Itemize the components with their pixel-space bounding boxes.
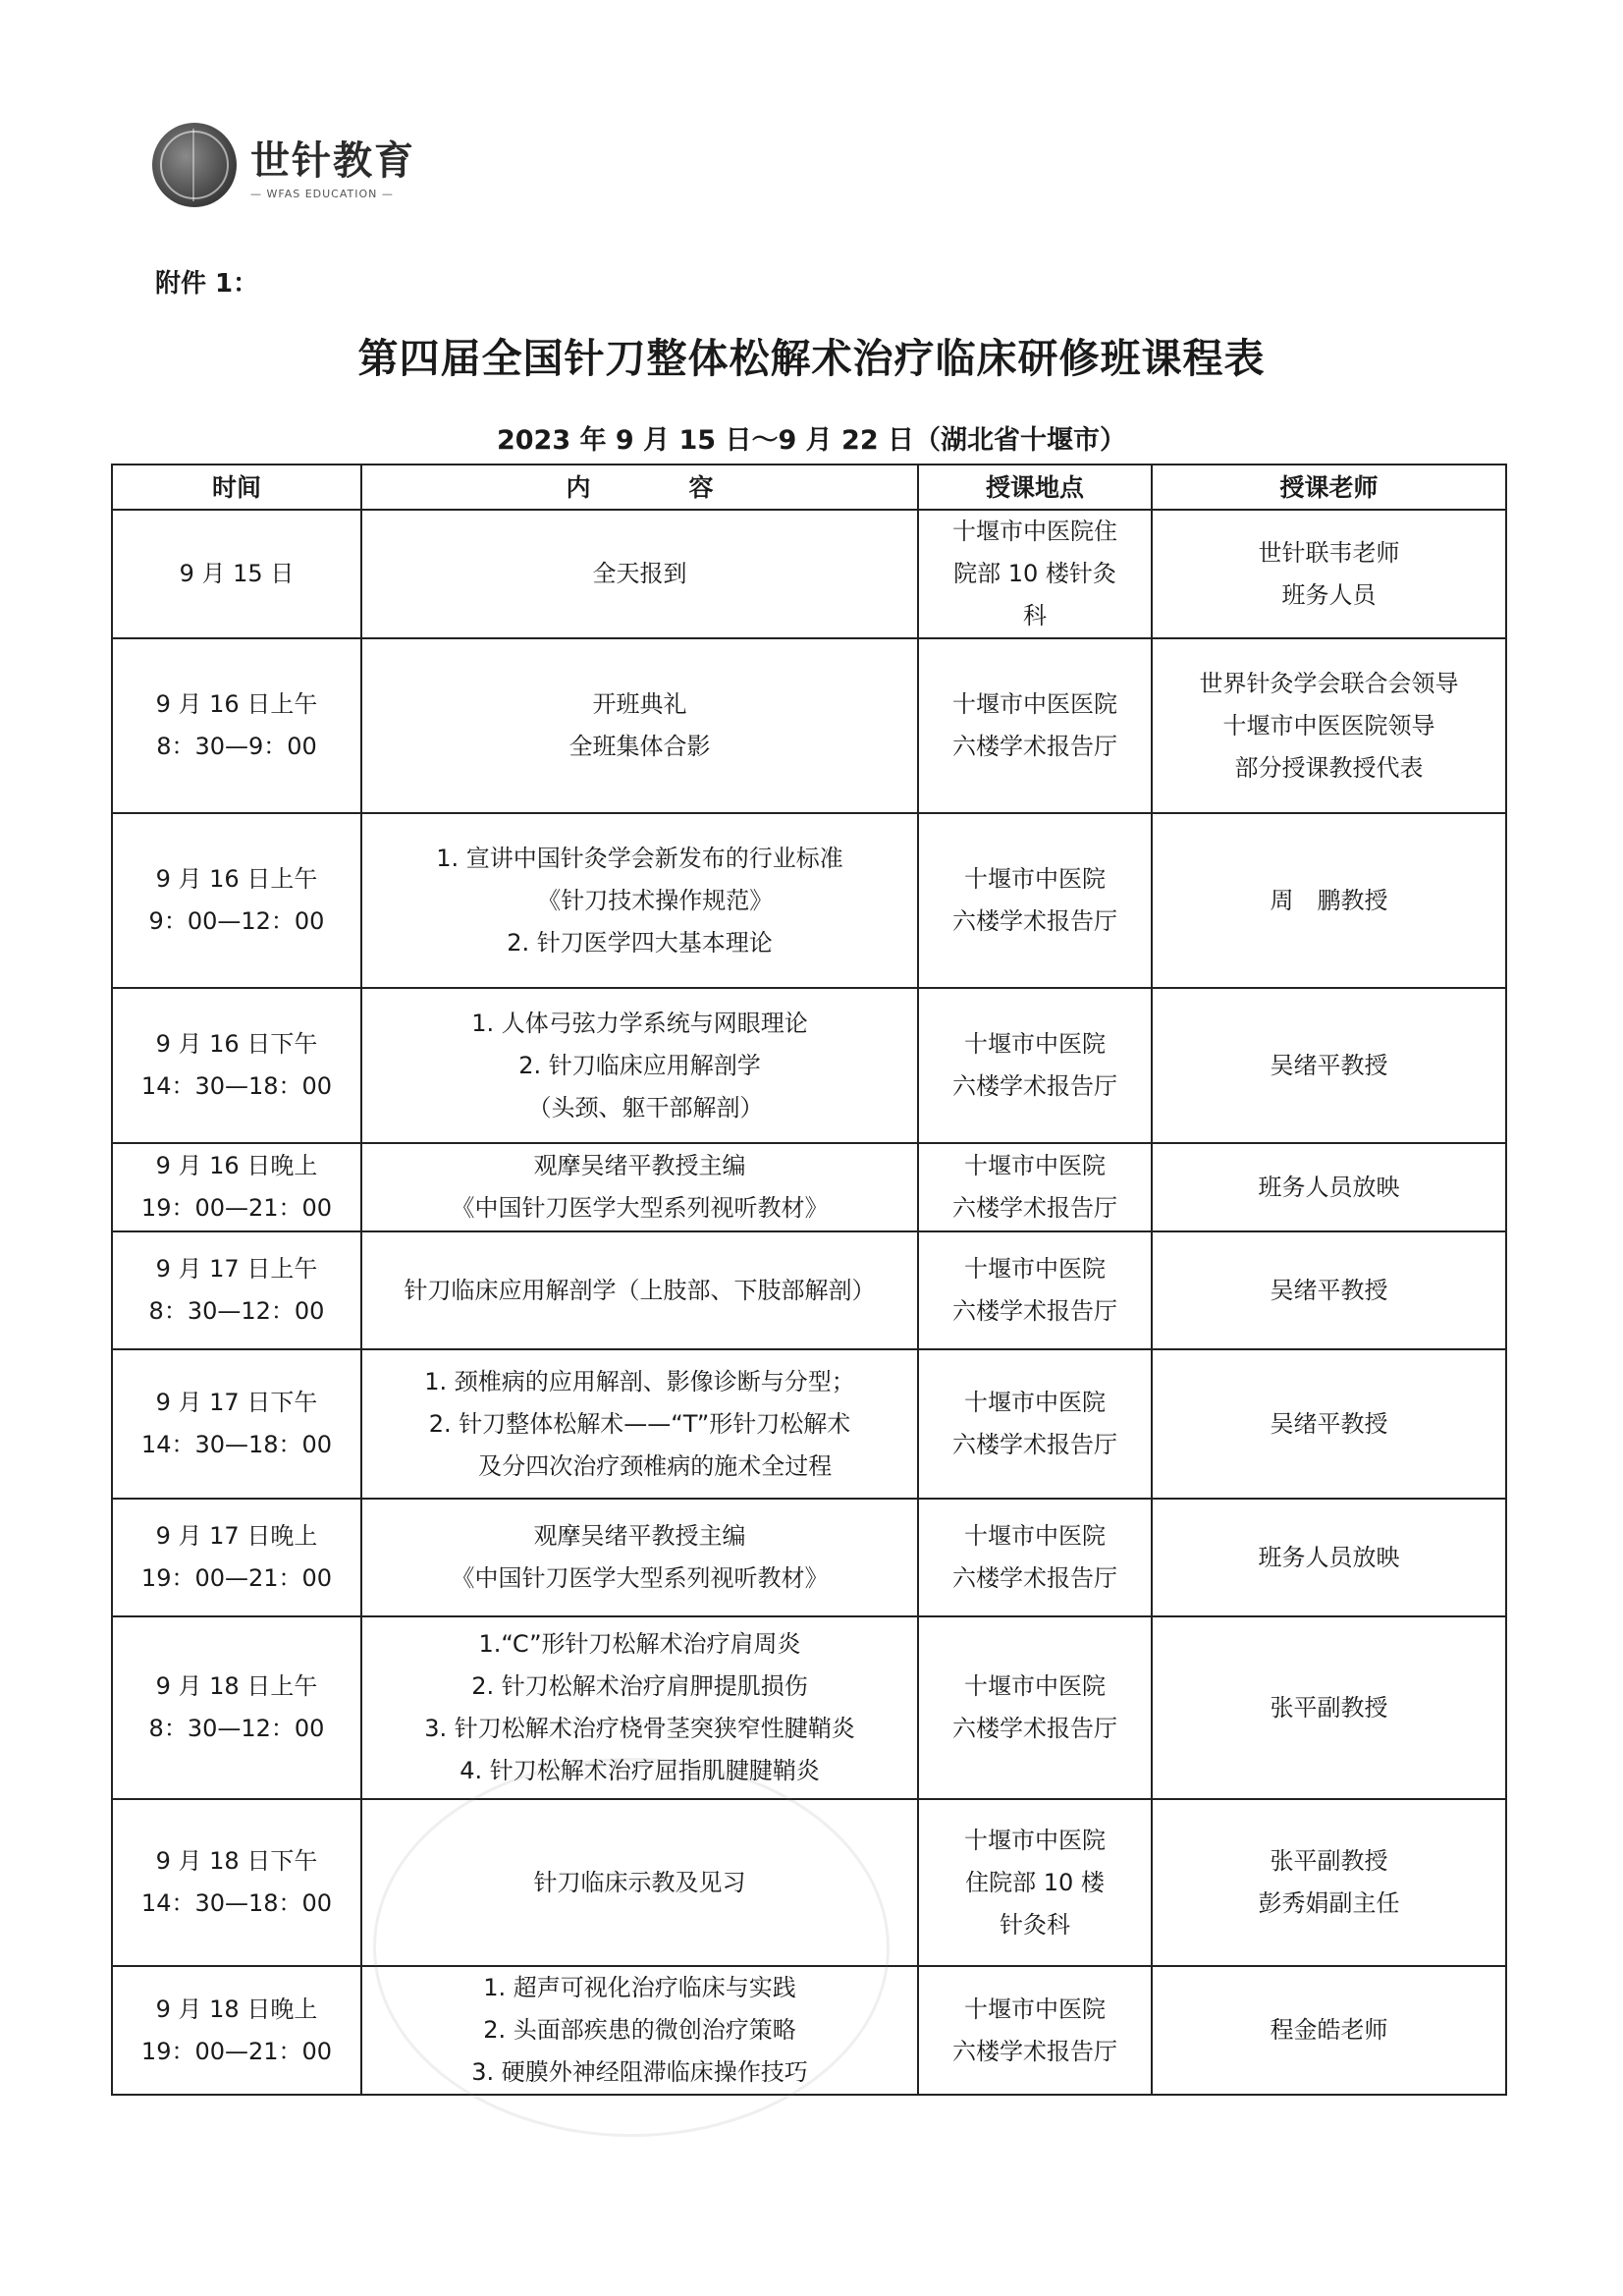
- cell-time: [112, 1966, 361, 2095]
- content-line: 2. 针刀临床应用解剖学: [518, 1051, 761, 1079]
- cell-teacher: [1152, 1349, 1506, 1499]
- header-content: 内 容: [361, 465, 918, 510]
- content-line: 观摩吴绪平教授主编: [533, 1522, 746, 1550]
- cell-teacher: [1152, 1499, 1506, 1616]
- teacher-line: 世界针灸学会联合会领导: [1199, 669, 1459, 697]
- table-header-row: [112, 465, 1506, 510]
- table-row: [112, 1231, 1506, 1349]
- table-row: [112, 638, 1506, 813]
- cell-content: [361, 1616, 918, 1799]
- time-line: 9 月 16 日上午: [155, 865, 318, 893]
- cell-place: [918, 1799, 1152, 1966]
- cell-time: [112, 1799, 361, 1966]
- table-row: [112, 1616, 1506, 1799]
- time-line: 19：00—21：00: [140, 1564, 333, 1592]
- cell-place: [918, 988, 1152, 1143]
- place-line: 十堰市中医院: [964, 1672, 1106, 1700]
- teacher-line: 张平副教授: [1270, 1693, 1388, 1722]
- time-line: 9 月 17 日下午: [155, 1389, 318, 1416]
- logo-name-cn: 世针教育: [250, 138, 415, 184]
- time-line: 14：30—18：00: [140, 1431, 333, 1458]
- globe-icon: [152, 123, 237, 207]
- page-subtitle: 2023 年 9 月 15 日～9 月 22 日（湖北省十堰市）: [496, 425, 1127, 456]
- place-line: 十堰市中医院: [964, 1255, 1106, 1283]
- cell-time: [112, 1616, 361, 1799]
- content-line: 观摩吴绪平教授主编: [533, 1152, 746, 1179]
- schedule-table: [111, 464, 1507, 2096]
- cell-place: [918, 1616, 1152, 1799]
- time-line: 8：30—9：00: [156, 733, 317, 760]
- table-row: [112, 1966, 1506, 2095]
- page-title: 第四届全国针刀整体松解术治疗临床研修班课程表: [357, 335, 1266, 382]
- cell-content: [361, 1966, 918, 2095]
- cell-content: [361, 1499, 918, 1616]
- place-line: 六楼学术报告厅: [952, 733, 1117, 760]
- place-line: 针灸科: [1000, 1910, 1070, 1939]
- content-line: 开班典礼: [592, 690, 687, 718]
- cell-place: [918, 813, 1152, 988]
- place-line: 科: [1023, 602, 1047, 629]
- logo-text: [250, 130, 415, 200]
- teacher-line: 张平副教授: [1270, 1847, 1388, 1875]
- cell-teacher: [1152, 1616, 1506, 1799]
- content-line: 2. 针刀医学四大基本理论: [507, 928, 773, 957]
- time-line: 9 月 16 日上午: [155, 690, 318, 718]
- cell-teacher: [1152, 1966, 1506, 2095]
- place-line: 院部 10 楼针灸: [953, 560, 1116, 587]
- table-row: [112, 1349, 1506, 1499]
- header-time: 时间: [112, 465, 361, 510]
- time-line: 8：30—12：00: [148, 1297, 325, 1325]
- time-line: 9 月 18 日下午: [155, 1847, 318, 1875]
- content-line: 2. 针刀松解术治疗肩胛提肌损伤: [471, 1672, 808, 1700]
- place-line: 六楼学术报告厅: [952, 1297, 1117, 1325]
- table-row: [112, 813, 1506, 988]
- table-row: [112, 1499, 1506, 1616]
- place-line: 十堰市中医院: [964, 1522, 1106, 1550]
- place-line: 十堰市中医院: [964, 865, 1106, 893]
- content-line: 3. 硬膜外神经阻滞临床操作技巧: [471, 2058, 808, 2086]
- content-line: 1. 宣讲中国针灸学会新发布的行业标准: [436, 844, 843, 872]
- place-line: 十堰市中医院住: [952, 518, 1117, 545]
- time-line: 9：00—12：00: [148, 907, 325, 935]
- content-line: 针刀临床示教及见习: [533, 1868, 746, 1896]
- place-line: 十堰市中医院: [964, 1995, 1106, 2023]
- content-line: 1.“C”形针刀松解术治疗肩周炎: [478, 1630, 801, 1658]
- cell-teacher: [1152, 1143, 1506, 1231]
- cell-content: [361, 1799, 918, 1966]
- time-line: 14：30—18：00: [140, 1889, 333, 1917]
- cell-place: [918, 510, 1152, 638]
- cell-time: [112, 988, 361, 1143]
- content-line: 1. 人体弓弦力学系统与网眼理论: [471, 1009, 808, 1037]
- cell-content: [361, 638, 918, 813]
- time-line: 9 月 15 日: [179, 560, 295, 587]
- cell-content: [361, 1143, 918, 1231]
- wfas-education-logo: [152, 123, 415, 207]
- teacher-line: 十堰市中医医院领导: [1222, 711, 1435, 739]
- teacher-line: 彭秀娟副主任: [1258, 1889, 1400, 1917]
- teacher-line: 班务人员放映: [1258, 1173, 1400, 1201]
- cell-content: [361, 1231, 918, 1349]
- teacher-line: 程金皓老师: [1270, 2016, 1388, 2044]
- cell-place: [918, 638, 1152, 813]
- time-line: 9 月 17 日晚上: [155, 1522, 318, 1550]
- attachment-label: 附件 1：: [155, 269, 259, 299]
- time-line: 9 月 16 日晚上: [155, 1152, 318, 1179]
- teacher-line: 部分授课教授代表: [1234, 753, 1424, 782]
- cell-time: [112, 1499, 361, 1616]
- header-place: 授课地点: [918, 465, 1152, 510]
- cell-teacher: [1152, 1799, 1506, 1966]
- schedule-body: [112, 510, 1506, 2095]
- content-line: 4. 针刀松解术治疗屈指肌腱腱鞘炎: [460, 1757, 820, 1784]
- place-line: 六楼学术报告厅: [952, 1194, 1117, 1222]
- teacher-line: 世针联韦老师: [1258, 538, 1400, 567]
- cell-content: [361, 813, 918, 988]
- time-line: 19：00—21：00: [140, 2037, 333, 2065]
- cell-place: [918, 1349, 1152, 1499]
- cell-place: [918, 1966, 1152, 2095]
- logo-name-en: — WFAS EDUCATION —: [250, 188, 394, 200]
- time-line: 9 月 18 日上午: [155, 1672, 318, 1700]
- teacher-line: 吴绪平教授: [1270, 1051, 1388, 1079]
- content-line: 针刀临床应用解剖学（上肢部、下肢部解剖）: [404, 1276, 876, 1304]
- cell-content: [361, 988, 918, 1143]
- header-teacher: 授课老师: [1152, 465, 1506, 510]
- time-line: 8：30—12：00: [148, 1715, 325, 1742]
- cell-time: [112, 1143, 361, 1231]
- teacher-line: 吴绪平教授: [1270, 1276, 1388, 1304]
- place-line: 六楼学术报告厅: [952, 1715, 1117, 1742]
- place-line: 六楼学术报告厅: [952, 1072, 1117, 1100]
- place-line: 六楼学术报告厅: [952, 2037, 1117, 2065]
- time-line: 14：30—18：00: [140, 1072, 333, 1100]
- content-line: 3. 针刀松解术治疗桡骨茎突狭窄性腱鞘炎: [424, 1715, 855, 1742]
- time-line: 9 月 17 日上午: [155, 1255, 318, 1283]
- time-line: 19：00—21：00: [140, 1194, 333, 1222]
- place-line: 六楼学术报告厅: [952, 1431, 1117, 1458]
- cell-teacher: [1152, 1231, 1506, 1349]
- time-line: 9 月 16 日下午: [155, 1030, 318, 1058]
- cell-time: [112, 813, 361, 988]
- table-row: [112, 1799, 1506, 1966]
- time-line: 9 月 18 日晚上: [155, 1995, 318, 2023]
- place-line: 十堰市中医院: [964, 1389, 1106, 1416]
- cell-time: [112, 510, 361, 638]
- cell-place: [918, 1231, 1152, 1349]
- cell-teacher: [1152, 638, 1506, 813]
- cell-content: [361, 1349, 918, 1499]
- content-line: 《中国针刀医学大型系列视听教材》: [451, 1194, 829, 1222]
- content-line: 《中国针刀医学大型系列视听教材》: [451, 1564, 829, 1592]
- cell-teacher: [1152, 988, 1506, 1143]
- teacher-line: 班务人员: [1281, 580, 1377, 609]
- cell-time: [112, 638, 361, 813]
- cell-teacher: [1152, 510, 1506, 638]
- content-line: 2. 头面部疾患的微创治疗策略: [483, 2016, 796, 2044]
- content-line: 及分四次治疗颈椎病的施术全过程: [447, 1451, 833, 1480]
- place-line: 十堰市中医院: [964, 1030, 1106, 1058]
- cell-teacher: [1152, 813, 1506, 988]
- content-line: 全班集体合影: [568, 733, 711, 760]
- table-row: [112, 1143, 1506, 1231]
- place-line: 住院部 10 楼: [965, 1868, 1105, 1896]
- content-line: 《针刀技术操作规范》: [506, 886, 774, 914]
- place-line: 六楼学术报告厅: [952, 1564, 1117, 1592]
- table-row: [112, 510, 1506, 638]
- teacher-line: 吴绪平教授: [1270, 1409, 1388, 1438]
- teacher-line: 周 鹏教授: [1270, 886, 1388, 914]
- teacher-line: 班务人员放映: [1258, 1543, 1400, 1571]
- place-line: 十堰市中医医院: [952, 690, 1117, 718]
- cell-content: [361, 510, 918, 638]
- content-line: 全天报到: [592, 560, 687, 587]
- place-line: 六楼学术报告厅: [952, 907, 1117, 935]
- table-row: [112, 988, 1506, 1143]
- place-line: 十堰市中医院: [964, 1152, 1106, 1179]
- place-line: 十堰市中医院: [964, 1826, 1106, 1854]
- content-line: 1. 超声可视化治疗临床与实践: [483, 1974, 796, 2001]
- cell-place: [918, 1499, 1152, 1616]
- cell-time: [112, 1231, 361, 1349]
- content-line: 2. 针刀整体松解术——“T”形针刀松解术: [428, 1409, 851, 1438]
- content-line: （头颈、躯干部解剖）: [515, 1093, 764, 1121]
- cell-place: [918, 1143, 1152, 1231]
- content-line: 1. 颈椎病的应用解剖、影像诊断与分型；: [424, 1367, 855, 1395]
- cell-time: [112, 1349, 361, 1499]
